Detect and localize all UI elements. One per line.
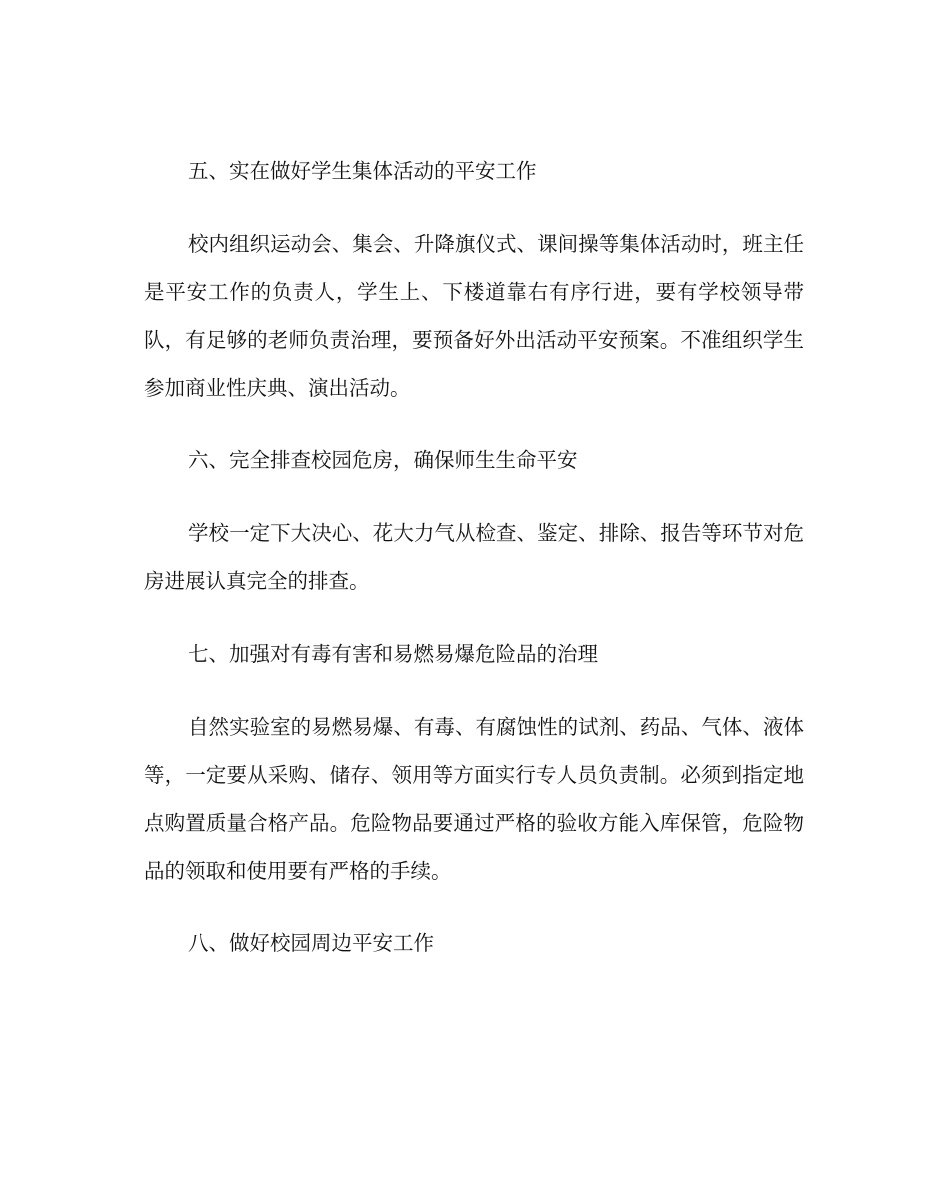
section-body-7: 自然实验室的易燃易爆、有毒、有腐蚀性的试剂、药品、气体、液体等，一定要从采购、储存、领用等方面实行专人员负责制。必须到指定地点购置质量合格产品。危险物品要通过严格的验收方能入库保管，危险物品的领取和使用要有严格的手续。 [144, 715, 804, 883]
section-heading-7: 七、加强对有毒有害和易燃易爆危险品的治理 [188, 642, 598, 666]
section-body-5: 校内组织运动会、集会、升降旗仪式、课间操等集体活动时，班主任是平安工作的负责人，学生上、下楼道靠右有序行进，要有学校领导带队，有足够的老师负责治理，要预备好外出活动平安预案。不准组织学生参加商业性庆典、演出活动。 [144, 232, 804, 400]
section-heading-6: 六、完全排查校园危房，确保师生生命平安 [188, 448, 578, 472]
section-heading-5: 五、实在做好学生集体活动的平安工作 [188, 159, 537, 183]
section-body-6: 学校一定下大决心、花大力气从检查、鉴定、排除、报告等环节对危房进展认真完全的排查。 [144, 521, 804, 593]
section-heading-8: 八、做好校园周边平安工作 [188, 931, 434, 955]
